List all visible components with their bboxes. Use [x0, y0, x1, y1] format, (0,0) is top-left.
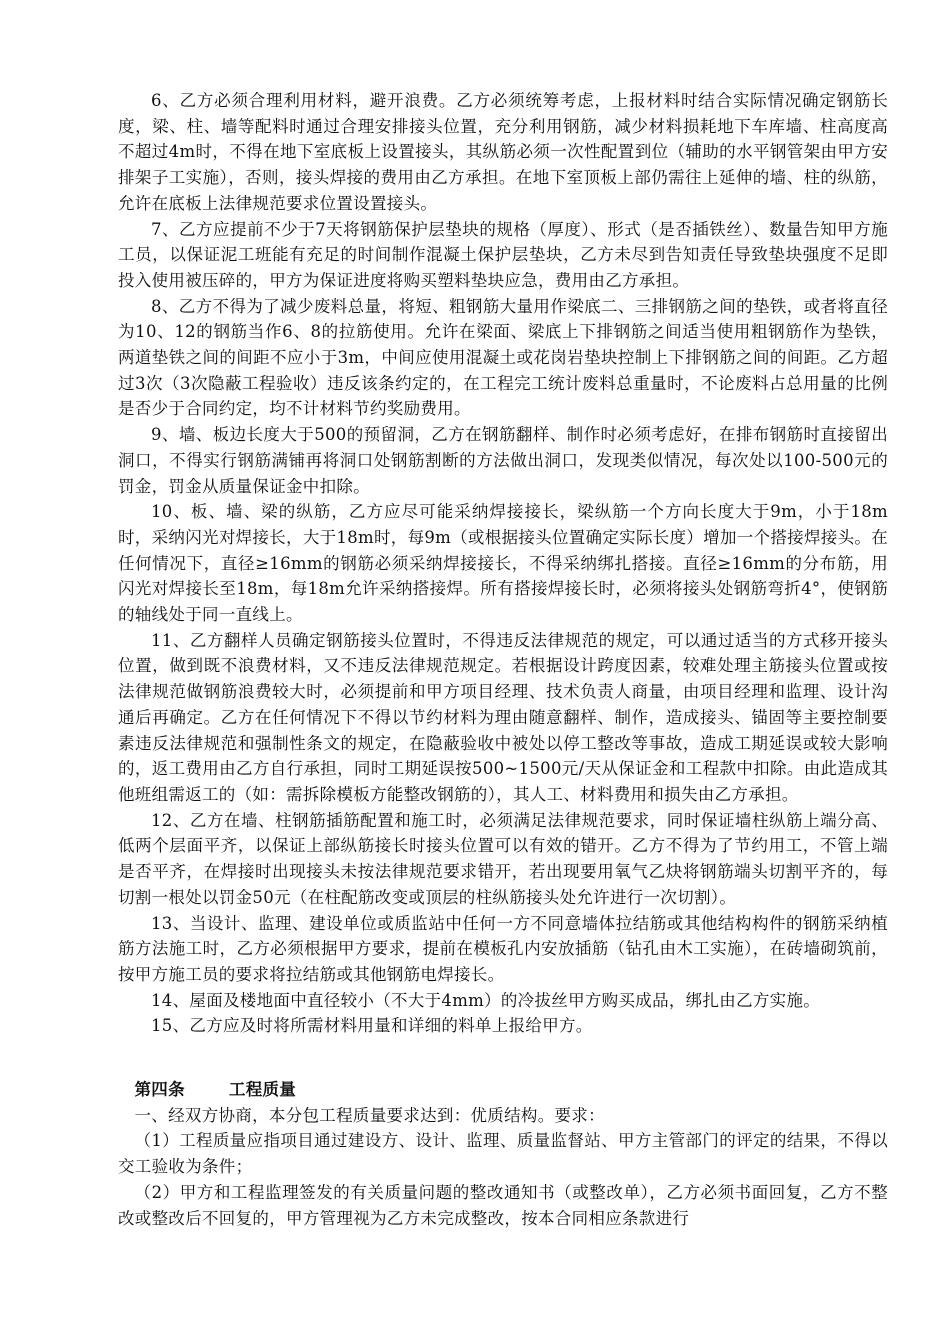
clause-10: 10、板、墙、梁的纵筋，乙方应尽可能采纳焊接接长，梁纵筋一个方向长度大于9m，小于18m时，采纳闪光对焊接长，大于18m时，每9m（或根据接头位置确定实际长度）增加一个搭接焊接头。在任何情况下，直径≥16mm的钢筋必须采纳焊接接长，不得采纳绑扎搭接。直径≥16mm的分布筋，用闪光对焊接长至18m，每18m允许采纳搭接焊。所有搭接焊接长时，必须将接头处钢筋弯折4°，使钢筋的轴线处于同一直线上。	[118, 502, 888, 625]
quality-intro: 一、经双方协商，本分包工程质量要求达到：优质结构。要求：	[134, 1105, 605, 1125]
clause-13: 13、当设计、监理、建设单位或质监站中任何一方不同意墙体拉结筋或其他结构构件的钢筋采纳植筋方法施工时，乙方必须根据甲方要求，提前在模板孔内安放插筋（钻孔由木工实施），在砖墙砌筑前，按甲方施工员的要求将拉结筋或其他钢筋电焊接长。	[118, 913, 888, 984]
clause-8: 8、乙方不得为了减少废料总量，将短、粗钢筋大量用作梁底二、三排钢筋之间的垫铁，或者将直径为10、12的钢筋当作6、8的拉筋使用。允许在梁面、梁底上下排钢筋之间适当使用粗钢筋作为垫铁，两道垫铁之间的间距不应小于3m，中间应使用混凝土或花岗岩垫块控制上下排钢筋之间的间距。乙方超过3次（3次隐蔽工程验收）违反该条约定的，在工程完工统计废料总重量时，不论废料占总用量的比例是否少于合同约定，均不计材料节约奖励费用。	[118, 296, 888, 419]
clause-11: 11、乙方翻样人员确定钢筋接头位置时，不得违反法律规范的规定，可以通过适当的方式移开接头位置，做到既不浪费材料，又不违反法律规范规定。若根据设计跨度因素，较难处理主筋接头位置或按法律规范做钢筋浪费较大时，必须提前和甲方项目经理、技术负责人商量，由项目经理和监理、设计沟通后再确定。乙方在任何情况下不得以节约材料为理由随意翻样、制作，造成接头、锚固等主要控制要素违反法律规范和强制性条文的规定，在隐蔽验收中被处以停工整改等事故，造成工期延误或较大影响的，返工费用由乙方自行承担，同时工期延误按500~1500元/天从保证金和工程款中扣除。由此造成其他班组需返工的（如：需拆除模板方能整改钢筋的），其人工、材料费用和损失由乙方承担。	[118, 630, 888, 804]
clause-6: 6、乙方必须合理利用材料，避开浪费。乙方必须统筹考虑，上报材料时结合实际情况确定钢筋长度，梁、柱、墙等配料时通过合理安排接头位置，充分利用钢筋，减少材料损耗地下车库墙、柱高度高不超过4m时，不得在地下室底板上设置接头，其纵筋必须一次性配置到位（辅助的水平钢管架由甲方安排架子工实施），否则，接头焊接的费用由乙方承担。在地下室顶板上部仍需往上延伸的墙、柱的纵筋，允许在底板上法律规范要求位置设置接头。	[118, 91, 888, 213]
clause-14: 14、屋面及楼地面中直径较小（不大于4mm）的冷拔丝甲方购买成品，绑扎由乙方实施。	[151, 990, 821, 1010]
clause-15: 15、乙方应及时将所需材料用量和详细的料单上报给甲方。	[151, 1016, 593, 1036]
section-title: 工程质量	[228, 1080, 297, 1100]
quality-item-1: （1）工程质量应指项目通过建设方、设计、监理、质量监督站、甲方主管部门的评定的结果，不得以交工验收为条件；	[118, 1131, 888, 1177]
clause-7: 7、乙方应提前不少于7天将钢筋保护层垫块的规格（厚度）、形式（是否插铁丝）、数量告知甲方施工员，以保证泥工班能有充足的时间制作混凝土保护层垫块，乙方未尽到告知责任导致垫块强度不足即投入使用被压碎的，甲方为保证进度将购买塑料垫块应急，费用由乙方承担。	[118, 219, 888, 290]
clause-9: 9、墙、板边长度大于500的预留洞，乙方在钢筋翻样、制作时必须考虑好，在排布钢筋时直接留出洞口，不得实行钢筋满铺再将洞口处钢筋割断的方法做出洞口，发现类似情况，每次处以100-500元的罚金，罚金从质量保证金中扣除。	[118, 425, 888, 496]
section-heading	[118, 1077, 888, 1103]
document-body	[118, 88, 888, 1231]
section-gap	[118, 1039, 888, 1077]
section-number: 第四条	[134, 1080, 185, 1100]
clause-12: 12、乙方在墙、柱钢筋插筋配置和施工时，必须满足法律规范要求，同时保证墙柱纵筋上端分高、低两个层面平齐，以保证上部纵筋接长时接头位置可以有效的错开。乙方不得为了节约用工，不管上端是否平齐，在焊接时出现接头未按法律规范要求错开，若出现要用氧气乙炔将钢筋端头切割平齐的，每切割一根处以罚金50元（在柱配筋改变或顶层的柱纵筋接头处允许进行一次切割）。	[118, 810, 888, 907]
quality-item-2: （2）甲方和工程监理签发的有关质量问题的整改通知书（或整改单），乙方必须书面回复，乙方不整改或整改后不回复的，甲方管理视为乙方未完成整改，按本合同相应条款进行	[118, 1182, 888, 1228]
